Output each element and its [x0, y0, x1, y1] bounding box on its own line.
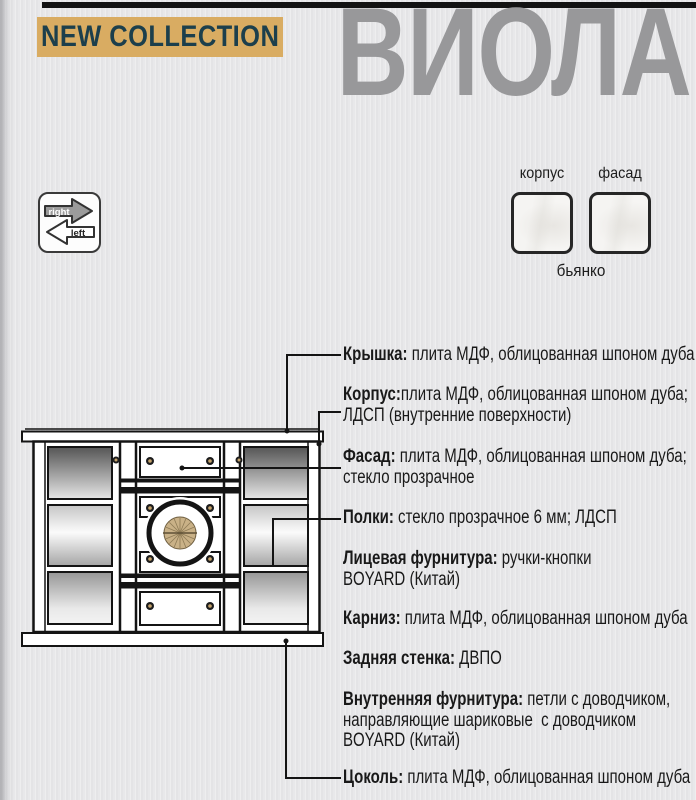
- cabinet-plinth: [22, 633, 323, 646]
- finish-name-label: бьянко: [556, 261, 606, 280]
- spec-tsokol: Цоколь: плита МДФ, облицованная шпоном дуба: [343, 767, 691, 788]
- callout-kryshka-line: [287, 355, 341, 431]
- spec-litsevaya-furnitura: Лицевая фурнитура: ручки-кнопки BOYARD (Китай): [343, 548, 592, 590]
- rosette: [163, 517, 197, 549]
- badge-label: NEW COLLECTION: [40, 20, 280, 53]
- left-door-glass-top: [48, 447, 112, 499]
- page-title: ВИОЛА: [336, 0, 690, 122]
- spec-fasad: Фасад: плита МДФ, облицованная шпоном дуба; стекло прозрачное: [343, 446, 687, 488]
- left-door-glass-bottom: [48, 572, 112, 624]
- facade-swatch-label: фасад: [598, 165, 642, 182]
- spec-vnutrennyaya-furnitura: Внутренняя фурнитура: петли с доводчиком, направляющие шариковые с доводчиком BOYARD (Китай): [343, 689, 671, 751]
- spec-karniz: Карниз: плита МДФ, облицованная шпоном дуба: [343, 608, 688, 629]
- spec-kryshka: Крышка: плита МДФ, облицованная шпоном дуба: [343, 344, 695, 365]
- spec-zadnyaya-stenka: Задняя стенка: ДВПО: [343, 648, 502, 669]
- left-arrow-label: left: [70, 228, 86, 239]
- corpus-swatch-label: корпус: [519, 165, 565, 182]
- right-door-glass-bottom: [244, 572, 308, 624]
- right-arrow-label: right: [48, 207, 70, 218]
- callout-tsokol-line: [286, 641, 341, 778]
- cabinet-drawing: [22, 429, 323, 646]
- spec-polki: Полки: стекло прозрачное 6 мм; ЛДСП: [343, 507, 617, 528]
- right-door-glass-top: [244, 447, 308, 499]
- right-door-glass-mid: [244, 505, 308, 566]
- left-door-glass-mid: [48, 505, 112, 566]
- cabinet-crown: [22, 432, 323, 442]
- spec-korpus: Корпус:плита МДФ, облицованная шпоном дуба; ЛДСП (внутренние поверхности): [343, 384, 688, 426]
